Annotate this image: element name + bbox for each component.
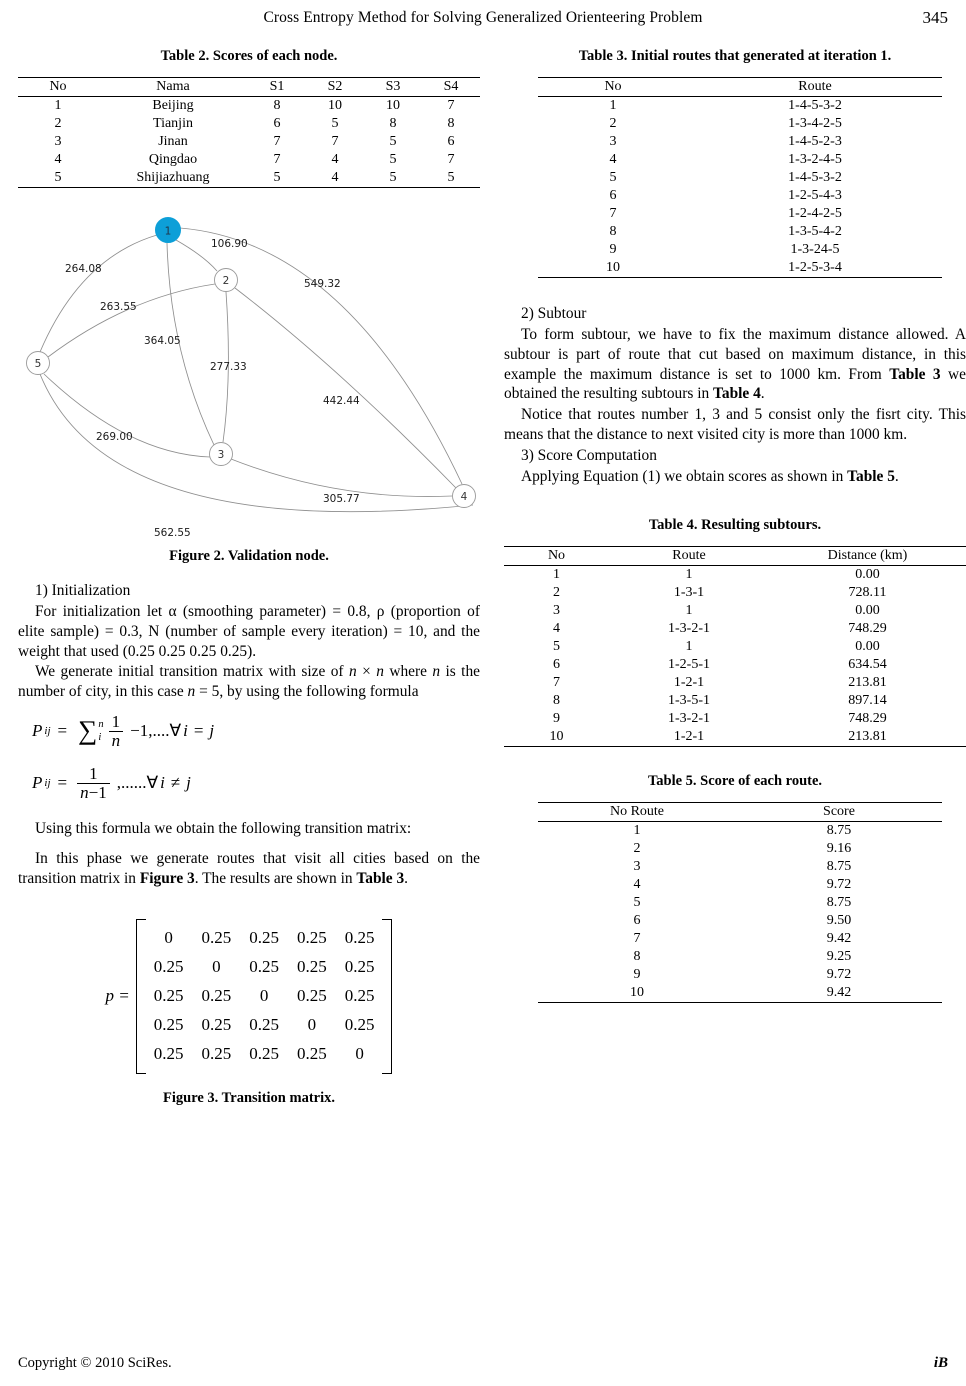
heading-subtour: 2) Subtour bbox=[521, 305, 587, 322]
matrix-cell: 0.25 bbox=[249, 957, 279, 977]
cell-score: 9.72 bbox=[826, 876, 852, 892]
table5-head bbox=[538, 802, 942, 821]
table-row bbox=[538, 840, 942, 858]
edge-label-3-5: 269.00 bbox=[96, 431, 133, 443]
table-row bbox=[18, 115, 480, 133]
edge-label-1-5: 264.08 bbox=[65, 263, 102, 275]
table2-header-row bbox=[18, 78, 480, 97]
table-row bbox=[538, 223, 942, 241]
table5-body bbox=[538, 821, 942, 1002]
cell-route: 1-3-2-1 bbox=[668, 620, 710, 636]
table4-col-dist: Distance (km) bbox=[827, 547, 908, 563]
graph-edge-labels bbox=[65, 238, 360, 539]
cell-no: 8 bbox=[609, 224, 617, 239]
table3 bbox=[538, 77, 942, 278]
table4-block bbox=[504, 517, 966, 747]
cell-no: 5 bbox=[553, 638, 560, 654]
edge-1-5 bbox=[40, 235, 157, 352]
table4-header-row bbox=[504, 546, 966, 565]
cell-no-route: 6 bbox=[633, 912, 641, 928]
table-row bbox=[538, 948, 942, 966]
figure2-caption: Figure 2. Validation node. bbox=[169, 548, 329, 564]
cell-score: 9.16 bbox=[826, 840, 852, 856]
matrix-cell: 0.25 bbox=[201, 928, 232, 948]
cell-no-route: 2 bbox=[633, 840, 641, 856]
cell-no: 2 bbox=[54, 116, 62, 131]
page-footer bbox=[18, 1355, 948, 1372]
cell-s2: 4 bbox=[331, 152, 339, 167]
para-sub-c: . bbox=[760, 385, 765, 403]
cell-no-route: 5 bbox=[633, 894, 641, 910]
table-row bbox=[538, 912, 942, 930]
matrix-cell: 0.25 bbox=[296, 957, 327, 977]
table-row bbox=[504, 710, 966, 728]
cell-distance: 634.54 bbox=[848, 656, 887, 672]
cell-nama: Beijing bbox=[152, 98, 194, 113]
cell-route: 1-3-2-1 bbox=[668, 710, 710, 726]
cell-no: 6 bbox=[609, 188, 617, 203]
edge-label-3-4: 305.77 bbox=[323, 493, 360, 505]
table-row bbox=[504, 620, 966, 638]
matrix-cell: 0.25 bbox=[153, 957, 184, 977]
table-row bbox=[538, 966, 942, 984]
cell-score: 9.50 bbox=[826, 912, 852, 928]
cell-no: 4 bbox=[553, 620, 560, 636]
cell-route: 1-2-5-4-3 bbox=[788, 188, 842, 203]
cell-score: 8.75 bbox=[826, 858, 852, 874]
cell-s4: 7 bbox=[447, 152, 455, 167]
table-row bbox=[18, 133, 480, 151]
table2-body bbox=[18, 97, 480, 188]
table4-body bbox=[504, 565, 966, 746]
table-row bbox=[504, 656, 966, 674]
cell-distance: 0.00 bbox=[855, 602, 880, 618]
cell-no: 9 bbox=[609, 242, 617, 257]
matrix-cell: 0.25 bbox=[201, 1044, 232, 1064]
cell-s2: 4 bbox=[331, 170, 339, 185]
para-generate-routes bbox=[18, 849, 480, 889]
table-row bbox=[538, 97, 942, 116]
edge-label-2-3: 277.33 bbox=[210, 361, 247, 373]
matrix-cell: 0.25 bbox=[344, 986, 375, 1006]
cell-route: 1-3-1 bbox=[673, 584, 705, 600]
right-column bbox=[504, 48, 966, 1003]
matrix-cell: 0.25 bbox=[153, 1015, 184, 1035]
ref-figure-3: Figure 3 bbox=[139, 869, 195, 887]
cell-route: 1-2-5-3-4 bbox=[788, 260, 842, 275]
cell-no: 1 bbox=[609, 98, 617, 113]
table-row bbox=[538, 151, 942, 169]
table-row bbox=[538, 930, 942, 948]
ref-table-3: Table 3 bbox=[889, 365, 941, 383]
matrix-cell: 0.25 bbox=[344, 1015, 375, 1035]
edge-2-5 bbox=[48, 284, 215, 357]
para-subtour bbox=[504, 325, 966, 404]
cell-s4: 5 bbox=[447, 170, 455, 185]
graph-node-5-label: 5 bbox=[34, 358, 42, 370]
table-row bbox=[504, 602, 966, 620]
para-gr-c: . bbox=[404, 869, 409, 887]
cell-route: 1-3-4-2-5 bbox=[788, 116, 842, 131]
table-row bbox=[538, 187, 942, 205]
edge-label-1-3: 364.05 bbox=[144, 335, 181, 347]
cell-no: 4 bbox=[609, 152, 617, 167]
page-number: 345 bbox=[922, 8, 948, 27]
cell-distance: 0.00 bbox=[855, 638, 880, 654]
cell-route: 1-3-5-4-2 bbox=[788, 224, 842, 239]
matrix-row bbox=[145, 982, 384, 1011]
cell-route: 1-2-1 bbox=[673, 674, 705, 690]
edge-label-5-4: 562.55 bbox=[154, 527, 191, 539]
table2-caption: Table 2. Scores of each node. bbox=[160, 48, 338, 64]
graph-node-4-label: 4 bbox=[460, 491, 468, 503]
cell-no-route: 1 bbox=[633, 822, 641, 838]
matrix-cell: 0.25 bbox=[201, 1015, 232, 1035]
cell-s3: 8 bbox=[389, 116, 397, 131]
ref-table-5: Table 5 bbox=[847, 467, 895, 485]
para-tm-mid2: is the number of city, in this case bbox=[18, 663, 480, 701]
table-row bbox=[18, 97, 480, 116]
table5-col-no: No Route bbox=[609, 803, 665, 819]
table-row bbox=[18, 169, 480, 188]
table2-head bbox=[18, 78, 480, 97]
table5 bbox=[538, 802, 942, 1003]
figure2-graph bbox=[18, 202, 480, 552]
cell-nama: Shijiazhuang bbox=[136, 170, 210, 185]
table-row bbox=[538, 133, 942, 151]
table4-caption: Table 4. Resulting subtours. bbox=[648, 516, 822, 533]
journal-mark: iB bbox=[933, 1355, 948, 1371]
cell-no-route: 8 bbox=[633, 948, 641, 964]
table-row bbox=[538, 241, 942, 259]
ref-table-3: Table 3 bbox=[356, 869, 405, 887]
cell-s4: 6 bbox=[447, 134, 455, 149]
matrix-cell: 0.25 bbox=[344, 957, 375, 977]
cell-s3: 5 bbox=[389, 152, 397, 167]
table-row bbox=[538, 169, 942, 187]
cell-no: 3 bbox=[54, 134, 62, 149]
table2-col-no: No bbox=[49, 79, 67, 94]
matrix-cell: 0 bbox=[212, 957, 221, 977]
cell-route: 1-3-24-5 bbox=[790, 242, 840, 257]
para-tm-pre: We generate initial transition matrix with size of bbox=[35, 663, 349, 681]
cell-s2: 10 bbox=[328, 98, 342, 113]
edge-label-1-4: 549.32 bbox=[304, 278, 341, 290]
para-sub-a: To form subtour, we have to fix the maximum distance allowed. A subtour is part of route that cut based on maximum distance, in this example the maximum distance is set to 1000 km. From bbox=[504, 325, 966, 383]
cell-no: 5 bbox=[609, 170, 617, 185]
para-notice: Notice that routes number 1, 3 and 5 consist only the fisrt city. This means that the distance to next visited city is more than 1000 km. bbox=[504, 406, 966, 444]
matrix-row bbox=[145, 1011, 384, 1040]
graph-edges bbox=[40, 225, 473, 512]
table-row bbox=[538, 115, 942, 133]
matrix-cell: 0.25 bbox=[296, 928, 327, 948]
figure2-svg bbox=[18, 202, 480, 552]
cell-no: 1 bbox=[54, 98, 62, 113]
table-row bbox=[538, 876, 942, 894]
cell-score: 9.72 bbox=[826, 966, 852, 982]
matrix-cell: 0.25 bbox=[153, 1044, 184, 1064]
table3-header-row bbox=[538, 78, 942, 97]
table-row bbox=[504, 584, 966, 602]
matrix-row bbox=[145, 1040, 384, 1069]
table-row bbox=[504, 692, 966, 710]
table-row bbox=[538, 894, 942, 912]
table2-col-s2: S2 bbox=[327, 79, 343, 94]
table4-col-no: No bbox=[547, 547, 566, 563]
table3-col-route: Route bbox=[798, 79, 832, 94]
cell-no-route: 3 bbox=[633, 858, 641, 874]
para-sub-b: we obtained the resulting subtours in bbox=[504, 365, 966, 403]
cell-no: 9 bbox=[553, 710, 560, 726]
table4-col-route: Route bbox=[672, 547, 706, 563]
table2-col-s4: S4 bbox=[443, 79, 459, 94]
matrix-row bbox=[145, 924, 384, 953]
cell-s3: 10 bbox=[386, 98, 400, 113]
cell-no-route: 9 bbox=[633, 966, 641, 982]
cell-s2: 5 bbox=[331, 116, 339, 131]
cell-route: 1-2-1 bbox=[673, 728, 705, 744]
para-transition-matrix: We generate initial transition matrix with size of n × n where n is the number of city, in this case n = 5, by using the following formula bbox=[18, 663, 480, 701]
table4-head bbox=[504, 546, 966, 565]
cell-route: 1-2-5-1 bbox=[668, 656, 710, 672]
graph-node-2-label: 2 bbox=[222, 275, 230, 287]
cell-route: 1-4-5-3-2 bbox=[788, 98, 842, 113]
matrix-table bbox=[145, 924, 384, 1069]
table2 bbox=[18, 77, 480, 188]
cell-no: 6 bbox=[553, 656, 560, 672]
matrix-cell: 0 bbox=[307, 1015, 317, 1035]
edge-label-1-2: 106.90 bbox=[211, 238, 248, 250]
para-initialization: For initialization let α (smoothing parameter) = 0.8, ρ (proportion of elite sample) = 0.3, N (number of sample every iteration) = 10, and the weight that used (0.25 0.25 0.25 0.25). bbox=[18, 602, 480, 660]
cell-no: 3 bbox=[609, 134, 617, 149]
table3-block bbox=[504, 48, 966, 278]
edge-label-2-4: 442.44 bbox=[323, 395, 360, 407]
cell-route: 1-3-2-4-5 bbox=[788, 152, 842, 167]
matrix-cell: 0.25 bbox=[296, 1044, 327, 1064]
table-row bbox=[538, 858, 942, 876]
matrix-cell: 0.25 bbox=[201, 986, 232, 1006]
matrix-cell: 0.25 bbox=[153, 986, 184, 1006]
copyright-text: Copyright © 2010 SciRes. bbox=[18, 1355, 172, 1371]
cell-no: 8 bbox=[553, 692, 560, 708]
table3-head bbox=[538, 78, 942, 97]
cell-s3: 5 bbox=[389, 134, 397, 149]
cell-nama: Jinan bbox=[158, 134, 188, 149]
cell-distance: 748.29 bbox=[848, 710, 887, 726]
cell-distance: 897.14 bbox=[848, 692, 887, 708]
cell-nama: Qingdao bbox=[148, 152, 198, 167]
cell-route: 1-3-5-1 bbox=[668, 692, 710, 708]
cell-distance: 748.29 bbox=[848, 620, 887, 636]
table2-col-s3: S3 bbox=[385, 79, 401, 94]
figure3-caption: Figure 3. Transition matrix. bbox=[163, 1089, 335, 1106]
cell-s3: 5 bbox=[389, 170, 397, 185]
table4 bbox=[504, 546, 966, 747]
cell-no-route: 4 bbox=[633, 876, 641, 892]
heading-score-computation: 3) Score Computation bbox=[521, 447, 657, 465]
cell-s1: 7 bbox=[273, 152, 281, 167]
formula-pij-offdiagonal: P ij = $\frac{1}{n-1}$ ,......∀ i ≠ j bbox=[32, 764, 191, 802]
table-row bbox=[538, 259, 942, 278]
cell-no: 10 bbox=[549, 728, 564, 744]
matrix-cell: 0 bbox=[259, 986, 269, 1006]
matrix-row bbox=[145, 953, 384, 982]
cell-s1: 5 bbox=[273, 170, 281, 185]
graph-nodes bbox=[27, 218, 476, 508]
table-row bbox=[538, 821, 942, 840]
cell-s1: 7 bbox=[273, 134, 281, 149]
table2-col-nama: Nama bbox=[156, 79, 190, 94]
matrix-cell: 0.25 bbox=[249, 928, 279, 948]
para-score-computation bbox=[504, 467, 966, 487]
cell-score: 8.75 bbox=[826, 822, 852, 838]
cell-route: 1 bbox=[685, 602, 693, 618]
cell-no-route: 7 bbox=[633, 930, 641, 946]
cell-distance: 213.81 bbox=[848, 674, 887, 690]
cell-no-route: 10 bbox=[630, 984, 644, 1000]
left-column bbox=[18, 48, 480, 1107]
edge-3-5 bbox=[44, 374, 210, 457]
cell-route: 1 bbox=[685, 566, 693, 582]
running-head bbox=[0, 0, 966, 36]
para-tm-mid: where bbox=[383, 663, 433, 681]
para-tm-end: = 5, by using the following formula bbox=[195, 683, 419, 701]
cell-s4: 8 bbox=[447, 116, 455, 131]
cell-route: 1 bbox=[685, 638, 693, 654]
cell-score: 9.25 bbox=[826, 948, 852, 964]
table-row bbox=[504, 674, 966, 692]
matrix-label: p = bbox=[105, 986, 130, 1006]
para-score-b: . bbox=[894, 467, 899, 485]
cell-no: 2 bbox=[609, 116, 617, 131]
formula-pij-diagonal: P ij = ∑ n i $\frac{1}{n}$ −1,....∀ i = j bbox=[32, 712, 215, 750]
table5-block bbox=[504, 773, 966, 1003]
table-row bbox=[504, 638, 966, 656]
cell-score: 8.75 bbox=[826, 894, 852, 910]
table-row bbox=[538, 205, 942, 223]
cell-no: 1 bbox=[553, 566, 560, 582]
table3-caption: Table 3. Initial routes that generated at iteration 1. bbox=[578, 48, 892, 64]
matrix-cell: 0.25 bbox=[249, 1015, 279, 1035]
figure3-matrix bbox=[18, 919, 480, 1074]
cell-route: 1-4-5-3-2 bbox=[788, 170, 842, 185]
cell-no: 4 bbox=[54, 152, 62, 167]
cell-route: 1-2-4-2-5 bbox=[788, 206, 842, 221]
matrix-cell: 0.25 bbox=[344, 928, 375, 948]
para-using-formula: Using this formula we obtain the following transition matrix: bbox=[35, 820, 412, 838]
ref-table-4: Table 4 bbox=[713, 385, 761, 403]
table-row bbox=[18, 151, 480, 169]
matrix-cell: 0.25 bbox=[296, 986, 327, 1006]
cell-s2: 7 bbox=[331, 134, 339, 149]
table-row bbox=[504, 565, 966, 584]
cell-nama: Tianjin bbox=[153, 116, 193, 131]
table2-col-s1: S1 bbox=[269, 79, 285, 94]
matrix-cell: 0.25 bbox=[249, 1044, 279, 1064]
matrix-cell: 0 bbox=[355, 1044, 364, 1064]
cell-score: 9.42 bbox=[826, 930, 852, 946]
para-gr-b: . The results are shown in bbox=[194, 869, 357, 887]
para-gr-a: In this phase we generate routes that visit all cities based on the transition matrix in bbox=[18, 850, 480, 887]
cell-no: 10 bbox=[606, 260, 620, 275]
cell-score: 9.42 bbox=[826, 984, 852, 1000]
table5-caption: Table 5. Score of each route. bbox=[647, 772, 823, 789]
cell-no: 7 bbox=[553, 674, 560, 690]
table3-body bbox=[538, 97, 942, 278]
cell-no: 2 bbox=[553, 584, 560, 600]
edge-label-2-5: 263.55 bbox=[100, 301, 137, 313]
matrix-bracket bbox=[136, 919, 393, 1074]
cell-s4: 7 bbox=[447, 98, 455, 113]
cell-distance: 0.00 bbox=[855, 566, 880, 582]
cell-no: 7 bbox=[609, 206, 617, 221]
graph-node-1-label: 1 bbox=[164, 225, 172, 238]
cell-s1: 6 bbox=[273, 116, 281, 131]
cell-no: 3 bbox=[553, 602, 560, 618]
matrix-cell: 0 bbox=[164, 928, 173, 948]
table-row bbox=[504, 728, 966, 747]
table5-col-score: Score bbox=[823, 803, 855, 819]
table5-header-row bbox=[538, 802, 942, 821]
edge-2-4 bbox=[235, 288, 456, 488]
cell-distance: 213.81 bbox=[848, 728, 887, 744]
cell-no: 5 bbox=[54, 170, 62, 185]
running-head-title: Cross Entropy Method for Solving Generalized Orienteering Problem bbox=[263, 9, 703, 26]
edge-3-4 bbox=[231, 459, 452, 497]
cell-s1: 8 bbox=[273, 98, 281, 113]
table3-col-no: No bbox=[604, 79, 622, 94]
table-row bbox=[538, 984, 942, 1003]
cell-route: 1-4-5-2-3 bbox=[788, 134, 842, 149]
graph-node-3-label: 3 bbox=[217, 449, 225, 461]
cell-distance: 728.11 bbox=[848, 584, 887, 600]
heading-initialization: 1) Initialization bbox=[35, 582, 131, 599]
table2-block bbox=[18, 48, 480, 188]
para-score-a: Applying Equation (1) we obtain scores as shown in bbox=[521, 467, 848, 485]
